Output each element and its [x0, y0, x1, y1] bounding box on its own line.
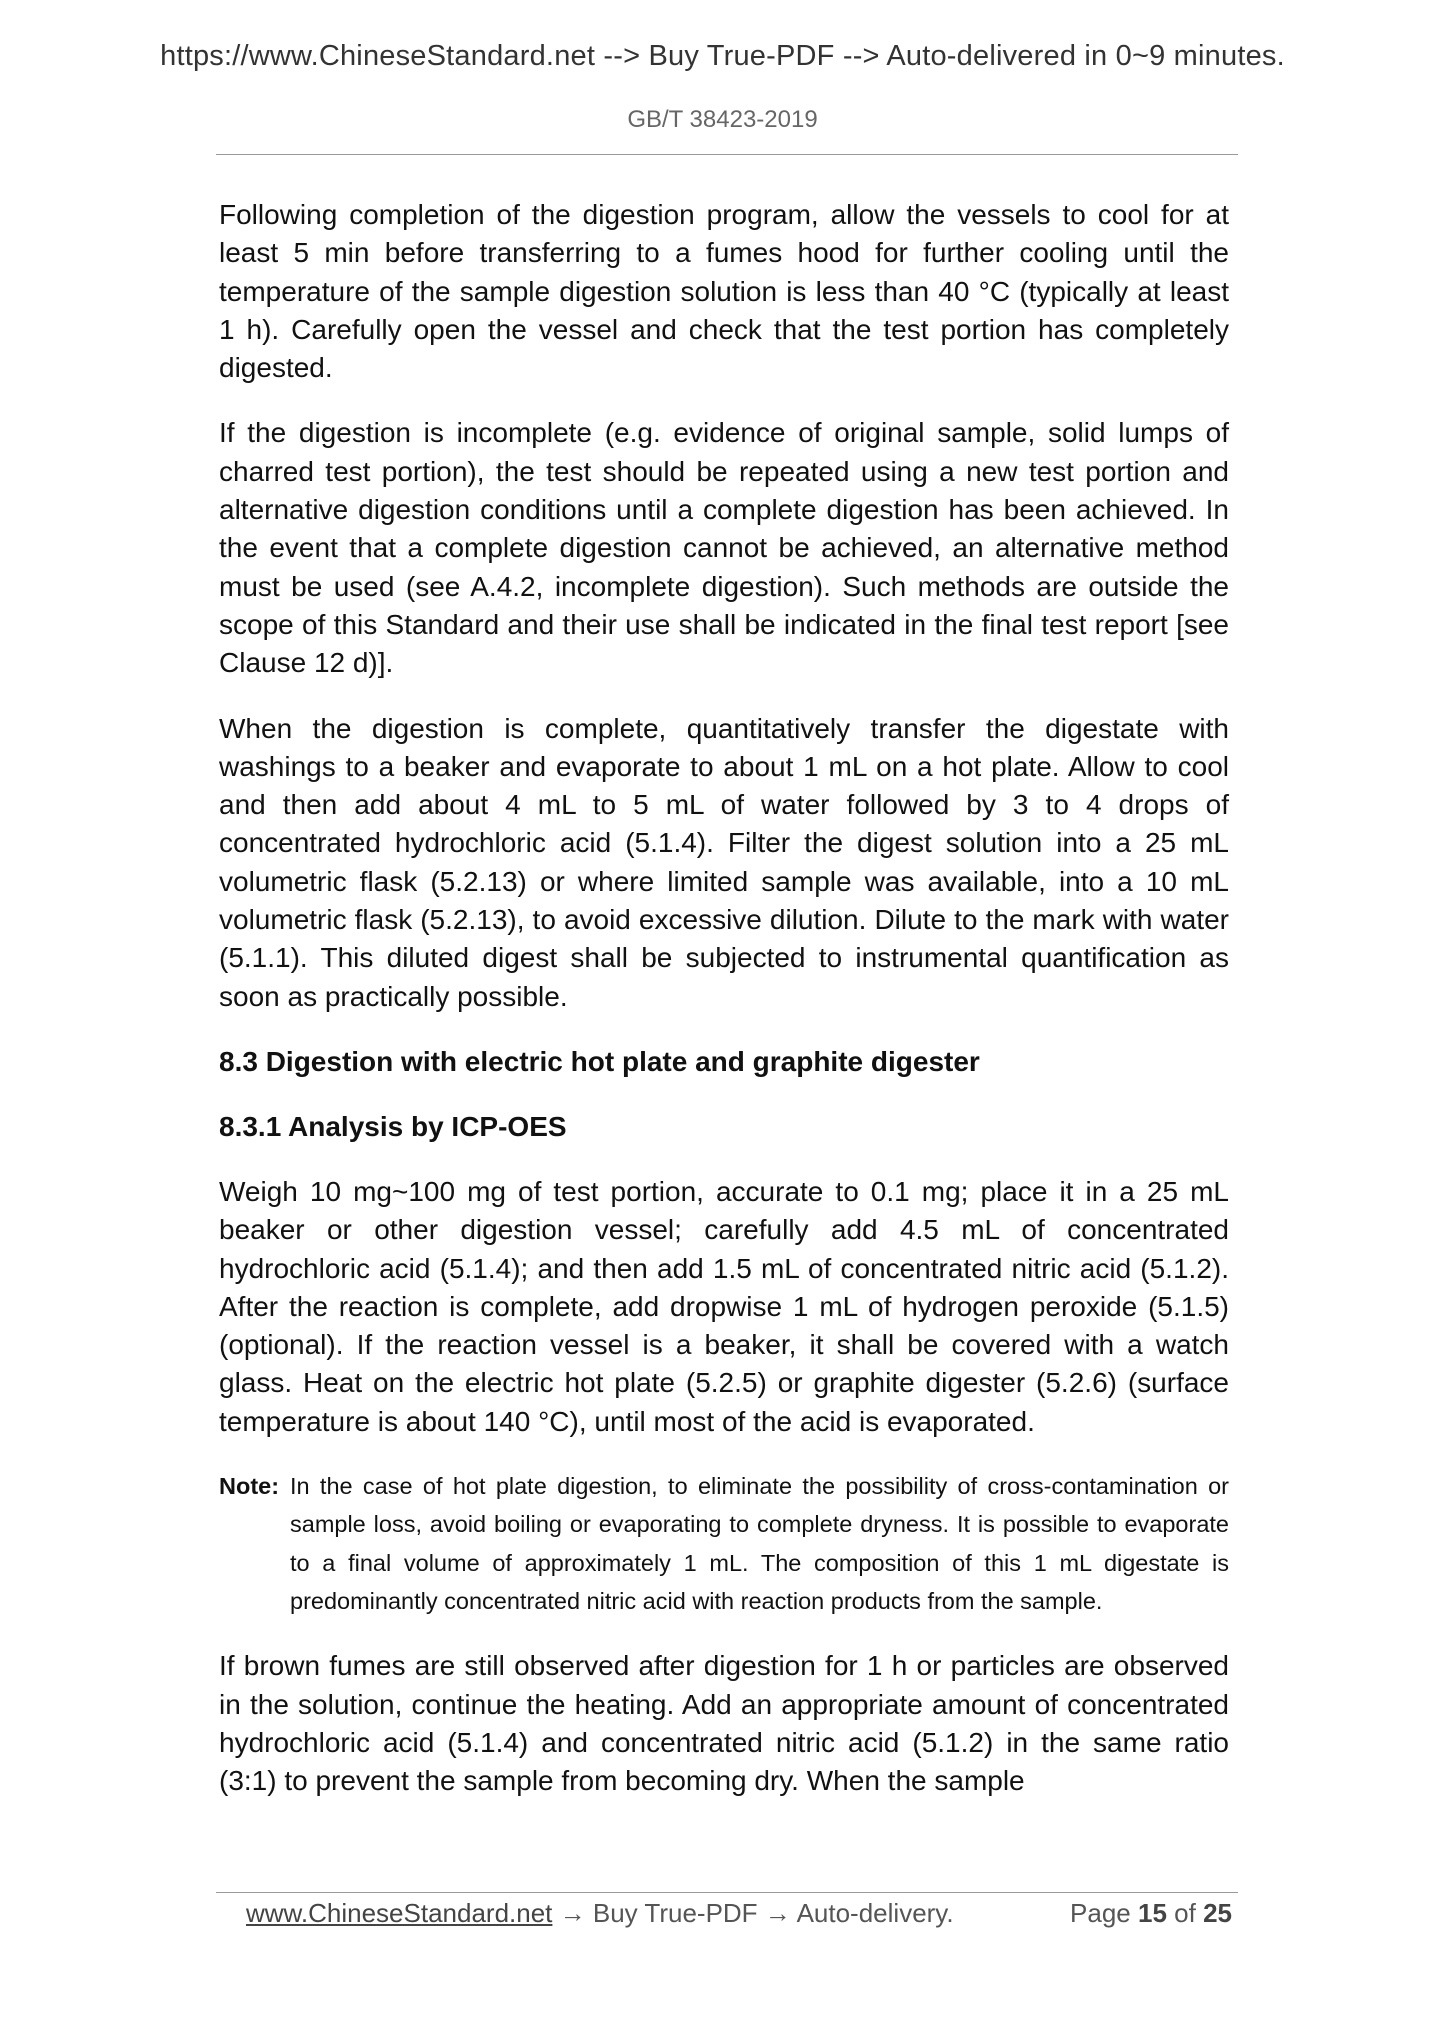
section-heading-8-3: 8.3 Digestion with electric hot plate and graphite digester: [219, 1045, 980, 1077]
page-current: 15: [1138, 1898, 1167, 1928]
note-text: In the case of hot plate digestion, to eliminate the possibility of cross-contamination or sample loss, avoid boiling or evaporating to complete dryness. It is possible to evaporate to a final volume of approximately 1 mL. The composition of this 1 mL digestate is predominantly concentrated nitric acid with reaction products from the sample.: [290, 1473, 1229, 1614]
page-total: 25: [1203, 1898, 1232, 1928]
page-footer: [246, 1898, 1232, 1938]
footer-buy-text: → Buy True-PDF → Auto-delivery.: [552, 1898, 954, 1928]
note-label: Note:: [219, 1473, 280, 1500]
section-heading-8-3-1: 8.3.1 Analysis by ICP-OES: [219, 1110, 567, 1142]
paragraph-cooling: Following completion of the digestion program, allow the vessels to cool for at least 5 min before transferring to a fumes hood for further cooling until the temperature of the sample digestion solution is less than 40 °C (typically at least 1 h). Carefully open the vessel and check that the test portion has completely digested.: [219, 199, 1229, 384]
note-block: [219, 1467, 1229, 1620]
header-divider: [216, 154, 1238, 155]
footer-site-link[interactable]: www.ChineseStandard.net: [246, 1898, 553, 1928]
source-banner: https://www.ChineseStandard.net --> Buy True-PDF --> Auto-delivered in 0~9 minutes.: [160, 40, 1285, 72]
page-of-label: of: [1174, 1898, 1196, 1928]
footer-divider: [216, 1892, 1238, 1893]
document-id: GB/T 38423-2019: [627, 106, 818, 133]
paragraph-transfer-digestate: When the digestion is complete, quantitatively transfer the digestate with washings to a beaker and evaporate to about 1 mL on a hot plate. Allow to cool and then add about 4 mL to 5 mL of water followed by 3 to 4 drops of concentrated hydrochloric acid (5.1.4). Filter the digest solution into a 25 mL volumetric flask (5.2.13) or where limited sample was available, into a 10 mL volumetric flask (5.2.13), to avoid excessive dilution. Dilute to the mark with water (5.1.1). This diluted digest shall be subjected to instrumental quantification as soon as practically possible.: [219, 712, 1229, 1012]
paragraph-brown-fumes: If brown fumes are still observed after digestion for 1 h or particles are observed in the solution, continue the heating. Add an appropriate amount of concentrated hydrochloric acid (5.1.4) and concentrated nitric acid (5.1.2) in the same ratio (3:1) to prevent the sample from becoming dry. When the sample: [219, 1650, 1229, 1797]
footer-left: [246, 1898, 954, 1929]
page-body: [219, 196, 1229, 1800]
page-label: Page: [1070, 1898, 1131, 1928]
paragraph-incomplete-digestion: If the digestion is incomplete (e.g. evidence of original sample, solid lumps of charred test portion), the test should be repeated using a new test portion and alternative digestion conditions until a complete digestion has been achieved. In the event that a complete digestion cannot be achieved, an alternative method must be used (see A.4.2, incomplete digestion). Such methods are outside the scope of this Standard and their use shall be indicated in the final test report [see Clause 12 d)].: [219, 417, 1229, 679]
page-number: [1070, 1898, 1232, 1929]
paragraph-weigh-test-portion: Weigh 10 mg~100 mg of test portion, accurate to 0.1 mg; place it in a 25 mL beaker or other digestion vessel; carefully add 4.5 mL of concentrated hydrochloric acid (5.1.4); and then add 1.5 mL of concentrated nitric acid (5.1.2). After the reaction is complete, add dropwise 1 mL of hydrogen peroxide (5.1.5) (optional). If the reaction vessel is a beaker, it shall be covered with a watch glass. Heat on the electric hot plate (5.2.5) or graphite digester (5.2.6) (surface temperature is about 140 °C), until most of the acid is evaporated.: [219, 1175, 1229, 1437]
